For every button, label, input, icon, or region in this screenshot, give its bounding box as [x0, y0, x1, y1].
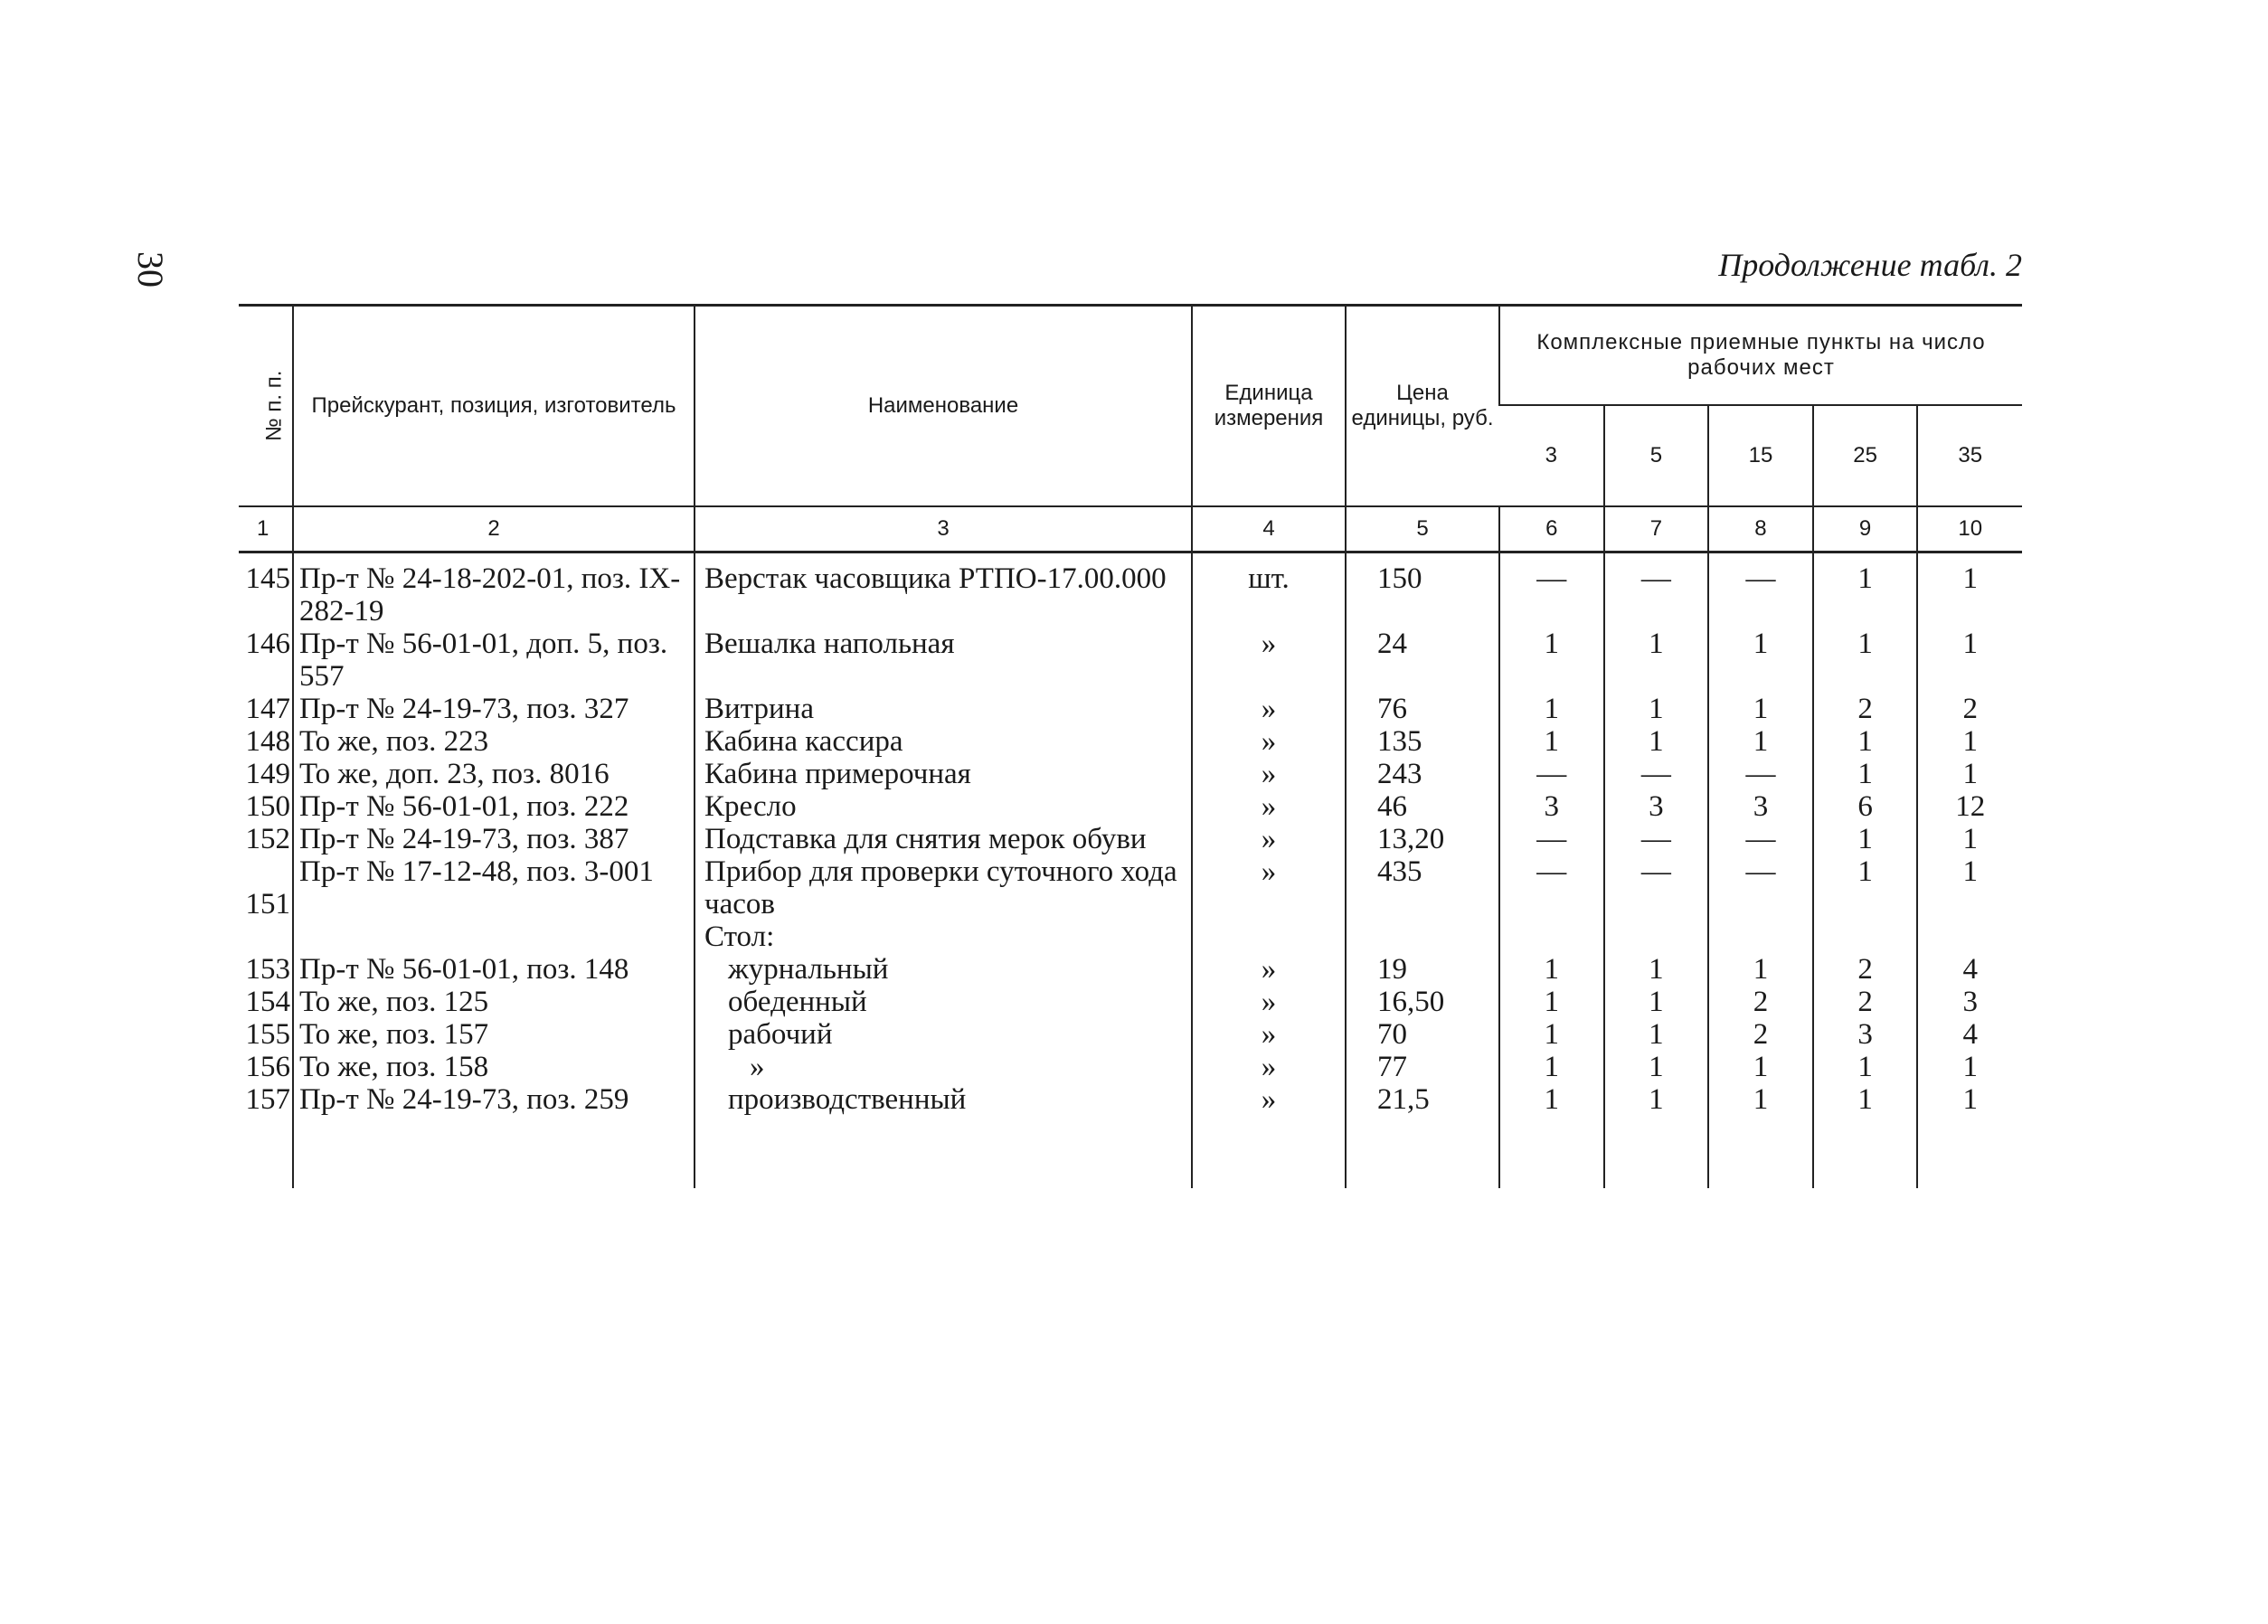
item-name: рабочий — [695, 1018, 1192, 1051]
header-price-list: Прейскурант, позиция, изготовитель — [293, 306, 695, 507]
qty-35: 1 — [1917, 552, 2022, 628]
item-number: 146 — [245, 628, 290, 660]
qty-15: 1 — [1708, 953, 1813, 986]
qty-5: — — [1604, 758, 1709, 790]
item-group-name: Стол: — [695, 921, 1192, 953]
qty-25: 1 — [1813, 1083, 1918, 1116]
item-price: 16,50 — [1346, 986, 1499, 1018]
item-number: 149 — [245, 758, 290, 790]
item-unit: » — [1192, 725, 1346, 758]
item-name: обеденный — [695, 986, 1192, 1018]
column-number: 10 — [1917, 506, 2022, 552]
qty-15: 1 — [1708, 693, 1813, 725]
column-number: 2 — [293, 506, 695, 552]
column-number: 8 — [1708, 506, 1813, 552]
qty-35: 1 — [1917, 855, 2022, 921]
table-row — [239, 986, 2022, 1018]
qty-5: 1 — [1604, 986, 1709, 1018]
qty-35: 12 — [1917, 790, 2022, 823]
qty-3: 1 — [1499, 953, 1604, 986]
item-unit: шт. — [1192, 552, 1346, 628]
item-price: 46 — [1346, 790, 1499, 823]
qty-25: 1 — [1813, 1051, 1918, 1083]
qty-15: 1 — [1708, 1051, 1813, 1083]
qty-25: 1 — [1813, 758, 1918, 790]
header-workplaces-35: 35 — [1917, 405, 2022, 506]
table-row — [239, 758, 2022, 790]
item-price: 77 — [1346, 1051, 1499, 1083]
qty-3: 1 — [1499, 986, 1604, 1018]
item-price: 13,20 — [1346, 823, 1499, 855]
qty-15: — — [1708, 855, 1813, 921]
item-unit: » — [1192, 953, 1346, 986]
table-row — [239, 628, 2022, 693]
page-number: 30 — [130, 251, 171, 288]
qty-3: — — [1499, 855, 1604, 921]
item-number: 157 — [245, 1083, 290, 1116]
equipment-price-table — [239, 304, 2022, 1188]
qty-15: 1 — [1708, 628, 1813, 693]
header-workplaces-5: 5 — [1604, 405, 1709, 506]
qty-5: 1 — [1604, 1051, 1709, 1083]
table-row — [239, 725, 2022, 758]
qty-5: 1 — [1604, 953, 1709, 986]
price-list-ref: Пр-т № 17-12-48, поз. 3-001 — [293, 855, 695, 921]
item-unit: » — [1192, 1018, 1346, 1051]
item-price: 70 — [1346, 1018, 1499, 1051]
qty-35: 1 — [1917, 725, 2022, 758]
qty-3: 1 — [1499, 1083, 1604, 1116]
item-name: производственный — [695, 1083, 1192, 1116]
qty-5: — — [1604, 552, 1709, 628]
qty-25: 3 — [1813, 1018, 1918, 1051]
price-list-ref: То же, поз. 157 — [293, 1018, 695, 1051]
item-name: журнальный — [695, 953, 1192, 986]
qty-5: 1 — [1604, 693, 1709, 725]
qty-35: 1 — [1917, 758, 2022, 790]
qty-15: 2 — [1708, 1018, 1813, 1051]
qty-25: 2 — [1813, 953, 1918, 986]
item-name: Кабина кассира — [695, 725, 1192, 758]
item-unit: » — [1192, 628, 1346, 693]
item-price: 135 — [1346, 725, 1499, 758]
table-row — [239, 693, 2022, 725]
item-unit: » — [1192, 758, 1346, 790]
item-number: 154 — [245, 986, 290, 1018]
table-row — [239, 855, 2022, 921]
item-unit: » — [1192, 790, 1346, 823]
price-list-ref: Пр-т № 56-01-01, поз. 148 — [293, 953, 695, 986]
item-number: 151 — [245, 888, 290, 921]
column-number: 9 — [1813, 506, 1918, 552]
price-list-ref: То же, поз. 125 — [293, 986, 695, 1018]
price-list-ref: То же, доп. 23, поз. 8016 — [293, 758, 695, 790]
table-row — [239, 790, 2022, 823]
price-list-ref: Пр-т № 24-19-73, поз. 259 — [293, 1083, 695, 1116]
table-row — [239, 1051, 2022, 1083]
qty-15: — — [1708, 758, 1813, 790]
price-table-sheet — [239, 304, 2022, 1188]
table-row — [239, 1018, 2022, 1051]
qty-25: 2 — [1813, 693, 1918, 725]
qty-5: 1 — [1604, 725, 1709, 758]
item-name: Верстак часовщика РТПО-17.00.000 — [695, 552, 1192, 628]
qty-3: 1 — [1499, 1018, 1604, 1051]
table-row-group-heading — [239, 921, 2022, 953]
item-unit: » — [1192, 986, 1346, 1018]
item-number: 148 — [245, 725, 290, 758]
column-number: 7 — [1604, 506, 1709, 552]
qty-25: 1 — [1813, 725, 1918, 758]
qty-25: 1 — [1813, 552, 1918, 628]
item-unit: » — [1192, 693, 1346, 725]
price-list-ref: Пр-т № 24-19-73, поз. 327 — [293, 693, 695, 725]
table-row — [239, 1083, 2022, 1116]
table-continuation-caption: Продолжение табл. 2 — [1718, 247, 2022, 283]
price-list-ref: То же, поз. 223 — [293, 725, 695, 758]
item-name: Вешалка напольная — [695, 628, 1192, 693]
item-price: 150 — [1346, 552, 1499, 628]
qty-25: 1 — [1813, 628, 1918, 693]
qty-5: — — [1604, 855, 1709, 921]
header-workplaces-15: 15 — [1708, 405, 1813, 506]
qty-5: 1 — [1604, 1083, 1709, 1116]
item-price: 435 — [1346, 855, 1499, 921]
item-number: 153 — [245, 953, 290, 986]
column-number: 4 — [1192, 506, 1346, 552]
qty-35: 4 — [1917, 953, 2022, 986]
qty-15: 1 — [1708, 1083, 1813, 1116]
item-name: Кресло — [695, 790, 1192, 823]
price-list-ref: Пр-т № 24-18-202-01, поз. IX-282-19 — [293, 552, 695, 628]
qty-35: 3 — [1917, 986, 2022, 1018]
item-name: Подставка для снятия мерок обуви — [695, 823, 1192, 855]
header-item-number: № п. п. — [239, 306, 293, 507]
qty-15: — — [1708, 823, 1813, 855]
qty-35: 1 — [1917, 1051, 2022, 1083]
qty-5: — — [1604, 823, 1709, 855]
qty-3: 3 — [1499, 790, 1604, 823]
qty-25: 1 — [1813, 823, 1918, 855]
qty-15: 3 — [1708, 790, 1813, 823]
table-row — [239, 953, 2022, 986]
table-filler-row — [239, 1116, 2022, 1188]
header-name: Наименование — [695, 306, 1192, 507]
qty-25: 2 — [1813, 986, 1918, 1018]
qty-3: — — [1499, 823, 1604, 855]
qty-15: 1 — [1708, 725, 1813, 758]
qty-35: 2 — [1917, 693, 2022, 725]
item-number: 156 — [245, 1051, 290, 1083]
item-number: 155 — [245, 1018, 290, 1051]
item-price: 19 — [1346, 953, 1499, 986]
column-number-row — [239, 506, 2022, 552]
column-number: 5 — [1346, 506, 1499, 552]
item-number: 147 — [245, 693, 290, 725]
column-number: 6 — [1499, 506, 1604, 552]
price-list-ref: Пр-т № 56-01-01, поз. 222 — [293, 790, 695, 823]
qty-25: 6 — [1813, 790, 1918, 823]
qty-25: 1 — [1813, 855, 1918, 921]
qty-5: 1 — [1604, 1018, 1709, 1051]
qty-3: 1 — [1499, 693, 1604, 725]
item-number: 145 — [245, 562, 290, 595]
qty-15: — — [1708, 552, 1813, 628]
table-row — [239, 552, 2022, 628]
column-number: 3 — [695, 506, 1192, 552]
header-workplaces-3: 3 — [1499, 405, 1604, 506]
qty-3: — — [1499, 758, 1604, 790]
column-number: 1 — [239, 506, 293, 552]
item-name: Кабина примерочная — [695, 758, 1192, 790]
qty-3: 1 — [1499, 1051, 1604, 1083]
item-price: 21,5 — [1346, 1083, 1499, 1116]
item-price: 24 — [1346, 628, 1499, 693]
header-workplaces-25: 25 — [1813, 405, 1918, 506]
header-reception-points: Комплексные приемные пункты на число рабочих мест — [1499, 306, 2022, 406]
qty-5: 1 — [1604, 628, 1709, 693]
item-unit: » — [1192, 855, 1346, 921]
item-price: 76 — [1346, 693, 1499, 725]
qty-3: 1 — [1499, 628, 1604, 693]
qty-35: 1 — [1917, 1083, 2022, 1116]
price-list-ref: Пр-т № 56-01-01, доп. 5, поз. 557 — [293, 628, 695, 693]
item-price: 243 — [1346, 758, 1499, 790]
price-list-ref: То же, поз. 158 — [293, 1051, 695, 1083]
qty-15: 2 — [1708, 986, 1813, 1018]
item-number: 152 — [245, 823, 290, 855]
header-unit-price: Цена единицы, руб. — [1346, 306, 1499, 507]
item-unit: » — [1192, 823, 1346, 855]
qty-3: — — [1499, 552, 1604, 628]
header-unit: Единица измерения — [1192, 306, 1346, 507]
qty-3: 1 — [1499, 725, 1604, 758]
item-name: Прибор для проверки суточного хода часов — [695, 855, 1192, 921]
table-row — [239, 823, 2022, 855]
item-number: 150 — [245, 790, 290, 823]
qty-35: 4 — [1917, 1018, 2022, 1051]
item-name: » — [695, 1051, 1192, 1083]
qty-35: 1 — [1917, 823, 2022, 855]
price-list-ref: Пр-т № 24-19-73, поз. 387 — [293, 823, 695, 855]
qty-5: 3 — [1604, 790, 1709, 823]
item-unit: » — [1192, 1083, 1346, 1116]
qty-35: 1 — [1917, 628, 2022, 693]
item-unit: » — [1192, 1051, 1346, 1083]
item-name: Витрина — [695, 693, 1192, 725]
